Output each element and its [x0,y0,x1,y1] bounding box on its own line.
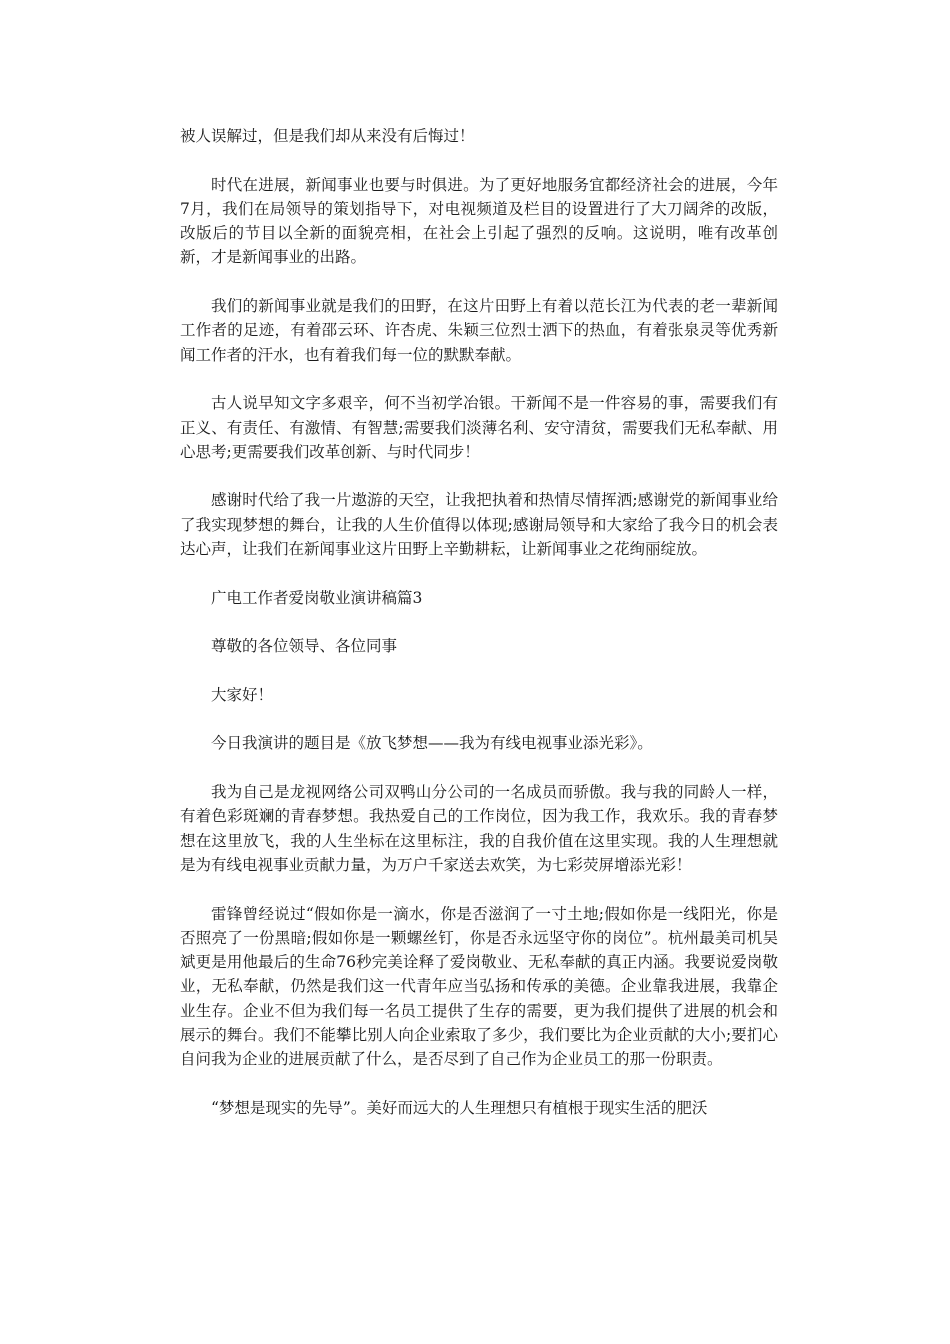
paragraph-leifeng: 雷锋曾经说过“假如你是一滴水，你是否滋润了一寸土地;假如你是一线阳光，你是否照亮了一份黑暗;假如你是一颗螺丝钉，你是否永远坚守你的岗位”。杭州最美司机吴斌更是用他最后的生命76秒完美诠释了爱岗敬业、无私奉献的真正内涵。我要说爱岗敬业，无私奉献，仍然是我们这一代青年应当弘扬和传承的美德。企业靠我进展，我靠企业生存。企业不但为我们每一名员工提供了生存的需要，更为我们提供了进展的机会和展示的舞台。我们不能攀比别人向企业索取了多少，我们要比为企业贡献的大小;要扪心自问我为企业的进展贡献了什么，是否尽到了自己作为企业员工的那一份职责。 [180,904,778,1069]
paragraph-pride: 我为自己是龙视网络公司双鸭山分公司的一名成员而骄傲。我与我的同龄人一样，有着色彩斑斓的青春梦想。我热爱自己的工作岗位，因为我工作，我欢乐。我的青春梦想在这里放飞，我的人生坐标在这里标注，我的自我价值在这里实现。我的人生理想就是为有线电视事业贡献力量，为万户千家送去欢笑，为七彩荧屏增添光彩！ [180,783,778,874]
paragraph-thanks: 感谢时代给了我一片遨游的天空，让我把执着和热情尽情挥洒;感谢党的新闻事业给了我实现梦想的舞台，让我的人生价值得以体现;感谢局领导和大家给了我今日的机会表达心声，让我们在新闻事业这片田野上辛勤耕耘，让新闻事业之花绚丽绽放。 [180,491,778,559]
speech-topic: 今日我演讲的题目是《放飞梦想——我为有线电视事业添光彩》。 [211,734,653,753]
paragraph-reform: 时代在进展，新闻事业也要与时俱进。为了更好地服务宜都经济社会的进展，今年7月，我们在局领导的策划指导下，对电视频道及栏目的设置进行了大刀阔斧的改版，改版后的节目以全新的面貌亮相，在社会上引起了强烈的反响。这说明，唯有改革创新，才是新闻事业的出路。 [180,175,778,267]
section-heading: 广电工作者爱岗敬业演讲稿篇3 [211,588,423,607]
document-body [180,124,778,1144]
paragraph-continuation: 被人误解过，但是我们却从来没有后悔过！ [180,127,475,145]
greeting: 大家好！ [211,685,274,704]
salutation: 尊敬的各位领导、各位同事 [211,637,398,656]
paragraph-field: 我们的新闻事业就是我们的田野，在这片田野上有着以范长江为代表的老一辈新闻工作者的足迹，有着邵云环、许杏虎、朱颖三位烈士洒下的热血，有着张泉灵等优秀新闻工作者的汗水，也有着我们每一位的默默奉献。 [180,297,778,364]
paragraph-hardship: 古人说早知文字多艰辛，何不当初学冶银。干新闻不是一件容易的事，需要我们有正义、有责任、有激情、有智慧;需要我们淡薄名利、安守清贫，需要我们无私奉献、用心思考;更需要我们改革创新、与时代同步！ [180,394,778,461]
paragraph-dream: “梦想是现实的先导”。美好而远大的人生理想只有植根于现实生活的肥沃 [211,1098,708,1117]
